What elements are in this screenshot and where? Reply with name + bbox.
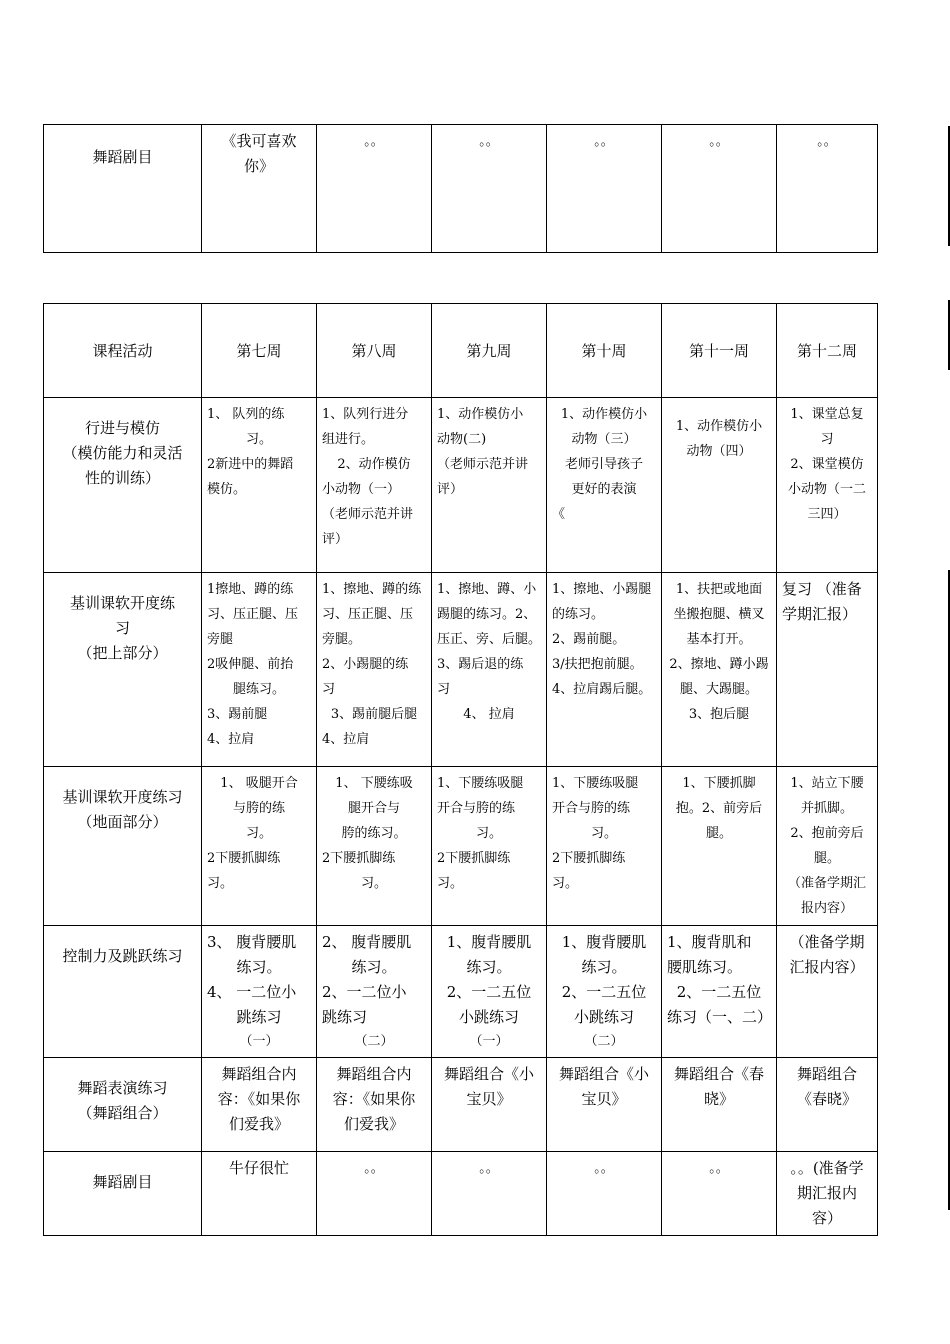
table-cell: 。。: [317, 1152, 432, 1236]
row-label: 舞蹈剧目: [44, 125, 202, 253]
header-week-11: 第十一周: [662, 304, 777, 398]
table-cell: 舞蹈组合 《春晓》: [777, 1058, 878, 1152]
table-cell: 牛仔很忙: [202, 1152, 317, 1236]
table-cell: 。。: [777, 125, 878, 253]
table-cell: 1、腹背腰肌 练习。 2、一二五位 小跳练习 （一）: [432, 926, 547, 1058]
table-cell: 舞蹈组合《春 晓》: [662, 1058, 777, 1152]
row-label: 舞蹈表演练习 （舞蹈组合）: [44, 1058, 202, 1152]
header-week-8: 第八周: [317, 304, 432, 398]
table-row: [44, 1152, 878, 1236]
row-label: 舞蹈剧目: [44, 1152, 202, 1236]
table-cell: 1、 下腰练吸 腿开合与 胯的练习。 2下腰抓脚练 习。: [317, 767, 432, 926]
table-cell: 。。: [432, 1152, 547, 1236]
table-row: [44, 398, 878, 573]
row-label: 行进与模仿 （模仿能力和灵活 性的训练）: [44, 398, 202, 573]
table-cell: 1、下腰练吸腿 开合与胯的练 习。 2下腰抓脚练 习。: [432, 767, 547, 926]
table-cell: 1、下腰抓脚 抱。2、前旁后 腿。: [662, 767, 777, 926]
header-row: [44, 304, 878, 398]
table-cell: 1、队列行进分 组进行。 2、动作模仿 小动物（一） （老师示范并讲 评）: [317, 398, 432, 573]
header-week-12: 第十二周: [777, 304, 878, 398]
table-cell: 1、动作模仿小 动物(二) （老师示范并讲 评）: [432, 398, 547, 573]
table-cell: 1擦地、蹲的练 习、压正腿、压 旁腿 2吸伸腿、前抬 腿练习。 3、踢前腿 4、拉肩: [202, 573, 317, 767]
table-cell: 舞蹈组合《小 宝贝》: [432, 1058, 547, 1152]
table-cell: 。。: [317, 125, 432, 253]
header-week-7: 第七周: [202, 304, 317, 398]
table-cell: 1、动作模仿小 动物（四）: [662, 398, 777, 573]
table-cell: 3、 腹背腰肌 练习。 4、 一二位小 跳练习 （一）: [202, 926, 317, 1058]
table-cell: 1、擦地、蹲、小 踢腿的练习。2、 压正、旁、后腿。 3、踢后退的练 习 4、 拉肩: [432, 573, 547, 767]
table-cell: 。。: [547, 125, 662, 253]
table-cell: 。。(准备学 期汇报内 容）: [777, 1152, 878, 1236]
row-label: 基训课软开度练 习 （把上部分）: [44, 573, 202, 767]
table-row: [44, 1058, 878, 1152]
table-cell: 1、下腰练吸腿 开合与胯的练 习。 2下腰抓脚练 习。: [547, 767, 662, 926]
table-cell: 1、 队列的练 习。 2新进中的舞蹈 模仿。: [202, 398, 317, 573]
header-course-activity: 课程活动: [44, 304, 202, 398]
row-label: 基训课软开度练习 （地面部分）: [44, 767, 202, 926]
table-cell: 。。: [547, 1152, 662, 1236]
table-cell: 2、 腹背腰肌 练习。 2、一二位小 跳练习 （二）: [317, 926, 432, 1058]
table-cell: 1、腹背腰肌 练习。 2、一二五位 小跳练习 （二）: [547, 926, 662, 1058]
table-cell: 1、扶把或地面 坐搬抱腿、横叉 基本打开。 2、擦地、蹲小踢 腿、大踢腿。 3、抱后腿: [662, 573, 777, 767]
table-row: [44, 125, 878, 253]
table-cell: 1、擦地、小踢腿 的练习。 2、踢前腿。 3/扶把抱前腿。 4、拉肩踢后腿。: [547, 573, 662, 767]
table-cell: 1、 吸腿开合 与胯的练 习。 2下腰抓脚练 习。: [202, 767, 317, 926]
table-cell: 1、课堂总复 习 2、课堂模仿 小动物（一二 三四）: [777, 398, 878, 573]
table-cell: 舞蹈组合《小 宝贝》: [547, 1058, 662, 1152]
table-cell: （准备学期 汇报内容）: [777, 926, 878, 1058]
header-week-9: 第九周: [432, 304, 547, 398]
table-cell: 。。: [662, 125, 777, 253]
table-cell: 舞蹈组合内 容：《如果你 们爱我》: [317, 1058, 432, 1152]
header-week-10: 第十周: [547, 304, 662, 398]
table-cell: 1、擦地、蹲的练 习、压正腿、压 旁腿。 2、小踢腿的练 习 3、踢前腿后腿 4、拉肩: [317, 573, 432, 767]
table-cell: 舞蹈组合内 容：《如果你 们爱我》: [202, 1058, 317, 1152]
table-cell: 。。: [432, 125, 547, 253]
table-cell: 1、腹背肌和 腰肌练习。 2、一二五位 练习（一、二）: [662, 926, 777, 1058]
course-schedule-table: [43, 303, 878, 1236]
table-cell: 《我可喜欢 你》: [202, 125, 317, 253]
table-row: [44, 767, 878, 926]
repertoire-table: [43, 124, 878, 253]
table-row: [44, 926, 878, 1058]
table-cell: 复习 （准备 学期汇报）: [777, 573, 878, 767]
table-cell: 。。: [662, 1152, 777, 1236]
table-cell: 1、站立下腰 并抓脚。 2、抱前旁后 腿。 （准备学期汇 报内容）: [777, 767, 878, 926]
table-row: [44, 573, 878, 767]
row-label: 控制力及跳跃练习: [44, 926, 202, 1058]
table-cell: 1、动作模仿小 动物（三） 老师引导孩子 更好的表演 《: [547, 398, 662, 573]
